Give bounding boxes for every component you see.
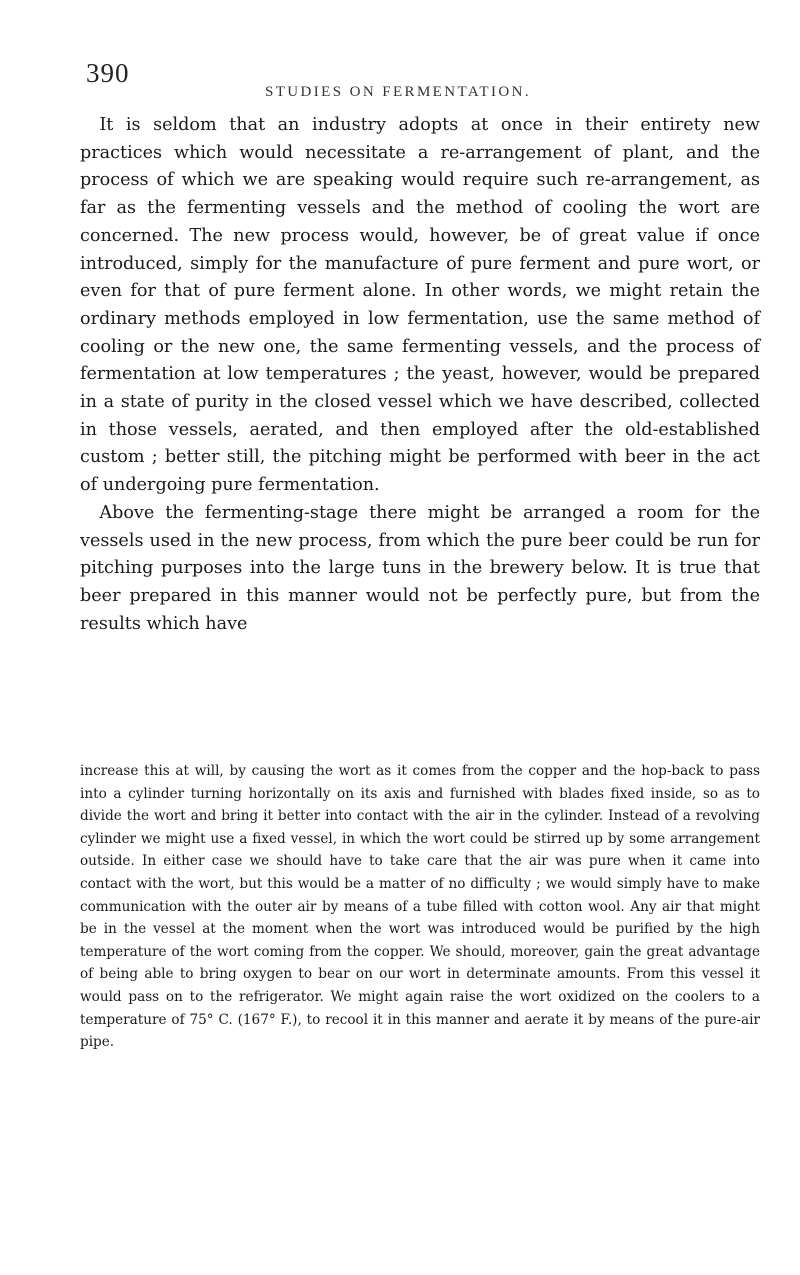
main-text (80, 112, 760, 638)
footnote-text: increase this at will, by causing the wort as it comes from the copper and the hop-back to pass into a cylinder turning horizontally on its axis and furnished with blades fixed inside, so as to divide the wort and bring it better into contact with the air in the cylinder. Instead of a revolving cylinder we might use a fixed vessel, in which the wort could be stirred up by some arrangement outside. In either case we should have to take care that the air was pure when it came into contact with the wort, but this would be a matter of no difficulty ; we would simply have to make communication with the outer air by means of a tube filled with cotton wool. Any air that might be in the vessel at the moment when the wort was introduced would be purified by the high temperature of the wort coming from the copper. We should, moreover, gain the great advantage of being able to bring oxygen to bear on our wort in determinate amounts. From this vessel it would pass on to the refrigerator. We might again raise the wort oxidized on the coolers to a temperature of 75° C. (167° F.), to recool it in this manner and aerate it by means of the pure-air pipe. (80, 763, 760, 1051)
footnote (80, 760, 760, 1054)
running-head: STUDIES ON FERMENTATION. (265, 84, 531, 100)
body-paragraph: It is seldom that an industry adopts at once in their entirety new practices which would necessitate a re-arrangement of plant, and the process of which we are speaking would require such re-arrangement, as far as the fermenting vessels and the method of cooling the wort are concerned. The new process would, however, be of great value if once introduced, simply for the manufacture of pure ferment and pure wort, or even for that of pure ferment alone. In other words, we might retain the ordinary methods employed in low fermentation, use the same method of cooling or the new one, the same fermenting vessels, and the process of fermentation at low temperatures ; the yeast, however, would be prepared in a state of purity in the closed vessel which we have described, collected in those vessels, aerated, and then employed after the old-established custom ; better still, the pitching might be performed with beer in the act of undergoing pure fermentation. (80, 115, 760, 496)
page-number: 390 (86, 58, 130, 88)
body-paragraph: Above the fermenting-stage there might be arranged a room for the vessels used in the new process, from which the pure beer could be run for pitching purposes into the large tuns in the brewery below. It is true that beer prepared in this manner would not be perfectly pure, but from the results which have (80, 502, 760, 634)
